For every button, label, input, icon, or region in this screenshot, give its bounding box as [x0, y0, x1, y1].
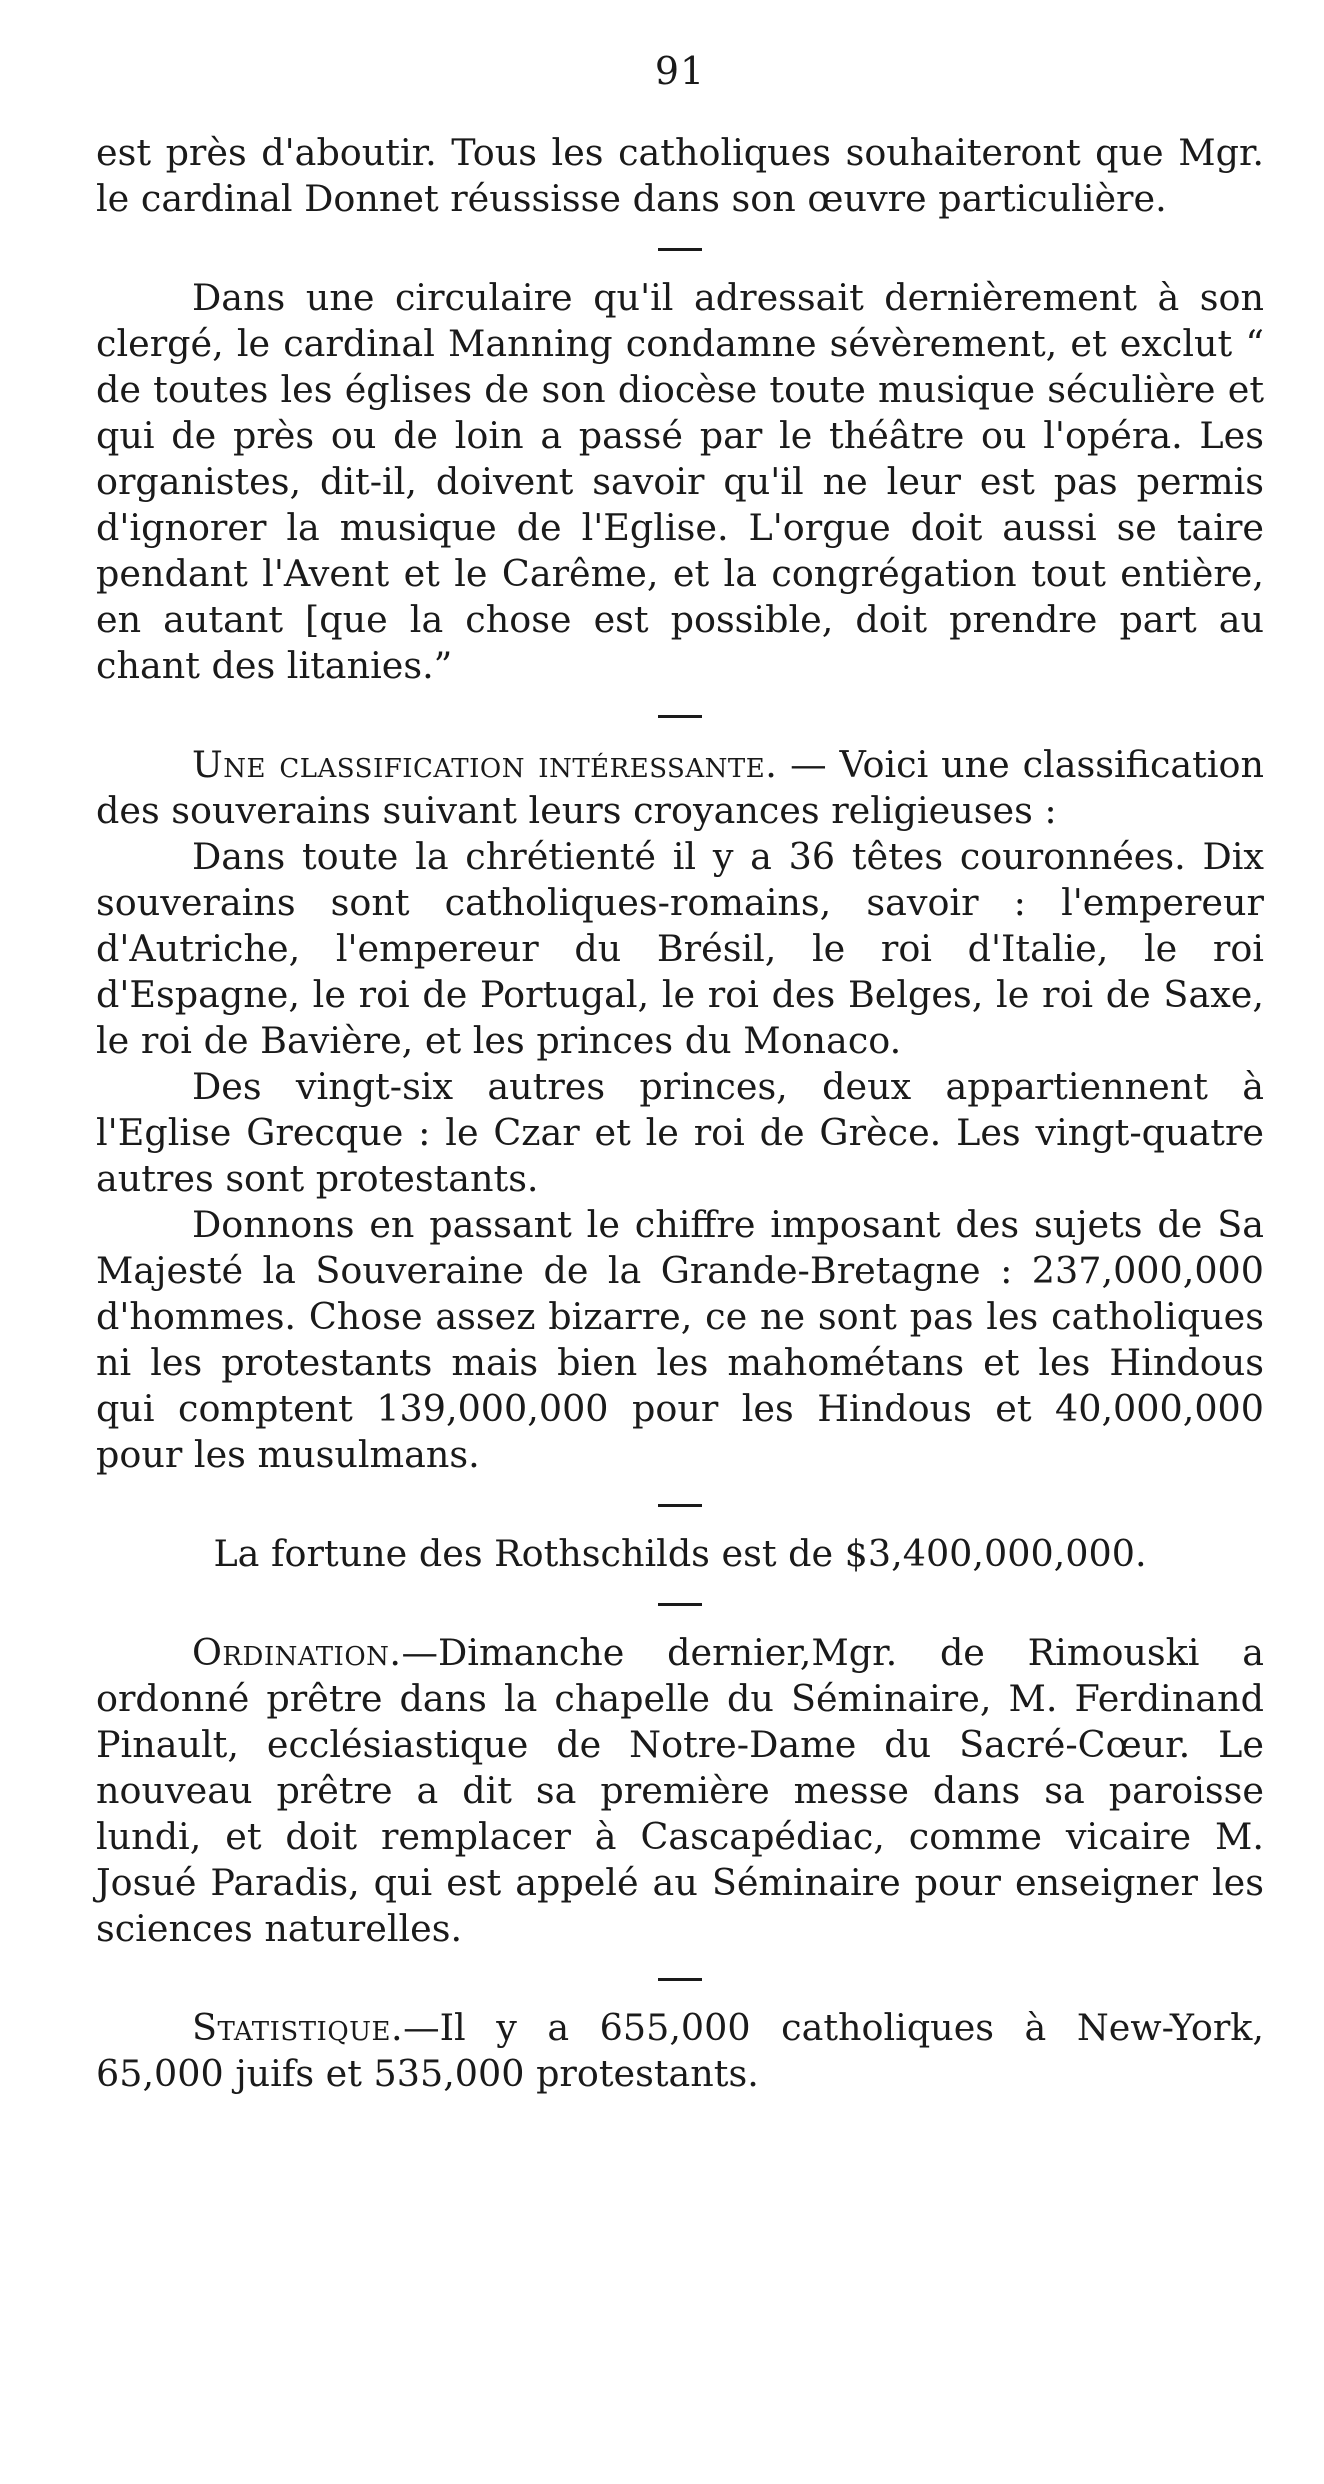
section-heading-statistics: Statistique. [192, 2006, 404, 2049]
paragraph-sovereigns: Dans toute la chrétienté il y a 36 têtes couronnées. Dix souverains sont catholiques-romains, savoir : l'empereur d'Autriche, l'empereur du Brésil, le roi d'Italie, le roi d'Espagne, le roi de Portugal, le roi des Belges, le roi de Saxe, le roi de Bavière, et les princes du Monaco. [96, 835, 1264, 1062]
paragraph-classification [96, 742, 1264, 834]
paragraph-british-subjects: Donnons en passant le chiffre imposant des sujets de Sa Majesté la Souveraine de la Grande-Bretagne : 237,000,000 d'hommes. Chose assez bizarre, ce ne sont pas les catholiques ni les protestants mais bien les mahométans et les Hindous qui comptent 139,000,000 pour les Hindous et 40,000,000 pour les musulmans. [96, 1203, 1264, 1476]
paragraph-manning: Dans une circulaire qu'il adressait dernièrement à son clergé, le cardinal Manning condamne sévèrement, et exclut “ de toutes les églises de son diocèse toute musique séculière et qui de près ou de loin a passé par le théâtre ou l'opéra. Les organistes, dit-il, doivent savoir qu'il ne leur est pas permis d'ignorer la musique de l'Eglise. L'orgue doit aussi se taire pendant l'Avent et le Carême, et la congrégation tout entière, en autant [que la chose est possible, doit prendre part au chant des litanies.” [96, 276, 1264, 687]
section-divider [658, 1603, 702, 1606]
section-divider [658, 1978, 702, 1981]
paragraph-statistics [96, 2005, 1264, 2097]
section-heading-ordination: Ordination. [192, 1631, 402, 1674]
paragraph-continuation: est près d'aboutir. Tous les catholiques souhaiteront que Mgr. le cardinal Donnet réussisse dans son œuvre particulière. [96, 131, 1264, 220]
section-heading-classification: Une classification intéressante. [192, 743, 778, 786]
section-divider [658, 1504, 702, 1507]
section-divider [658, 248, 702, 251]
paragraph-statistics-text: —Il y a 655,000 catholiques à New-York, 65,000 juifs et 535,000 protestants. [96, 2006, 1264, 2095]
paragraph-other-princes: Des vingt-six autres princes, deux appartiennent à l'Eglise Grecque : le Czar et le roi de Grèce. Les vingt-quatre autres sont protestants. [96, 1065, 1264, 1200]
paragraph-rothschild: La fortune des Rothschilds est de $3,400,000,000. [213, 1532, 1147, 1575]
document-page [96, 49, 1264, 2097]
page-number: 91 [654, 49, 706, 93]
section-divider [658, 715, 702, 718]
paragraph-ordination [96, 1630, 1264, 1952]
paragraph-classification-text: — Voici une classification des souverains suivant leurs croyances religieuses : [96, 743, 1264, 832]
paragraph-ordination-text: —Dimanche dernier,Mgr. de Rimouski a ordonné prêtre dans la chapelle du Séminaire, M. Ferdinand Pinault, ecclésiastique de Notre-Dame du Sacré-Cœur. Le nouveau prêtre a dit sa première messe dans sa paroisse lundi, et doit remplacer à Cascapédiac, comme vicaire M. Josué Paradis, qui est appelé au Séminaire pour enseigner les sciences naturelles. [96, 1631, 1264, 1950]
